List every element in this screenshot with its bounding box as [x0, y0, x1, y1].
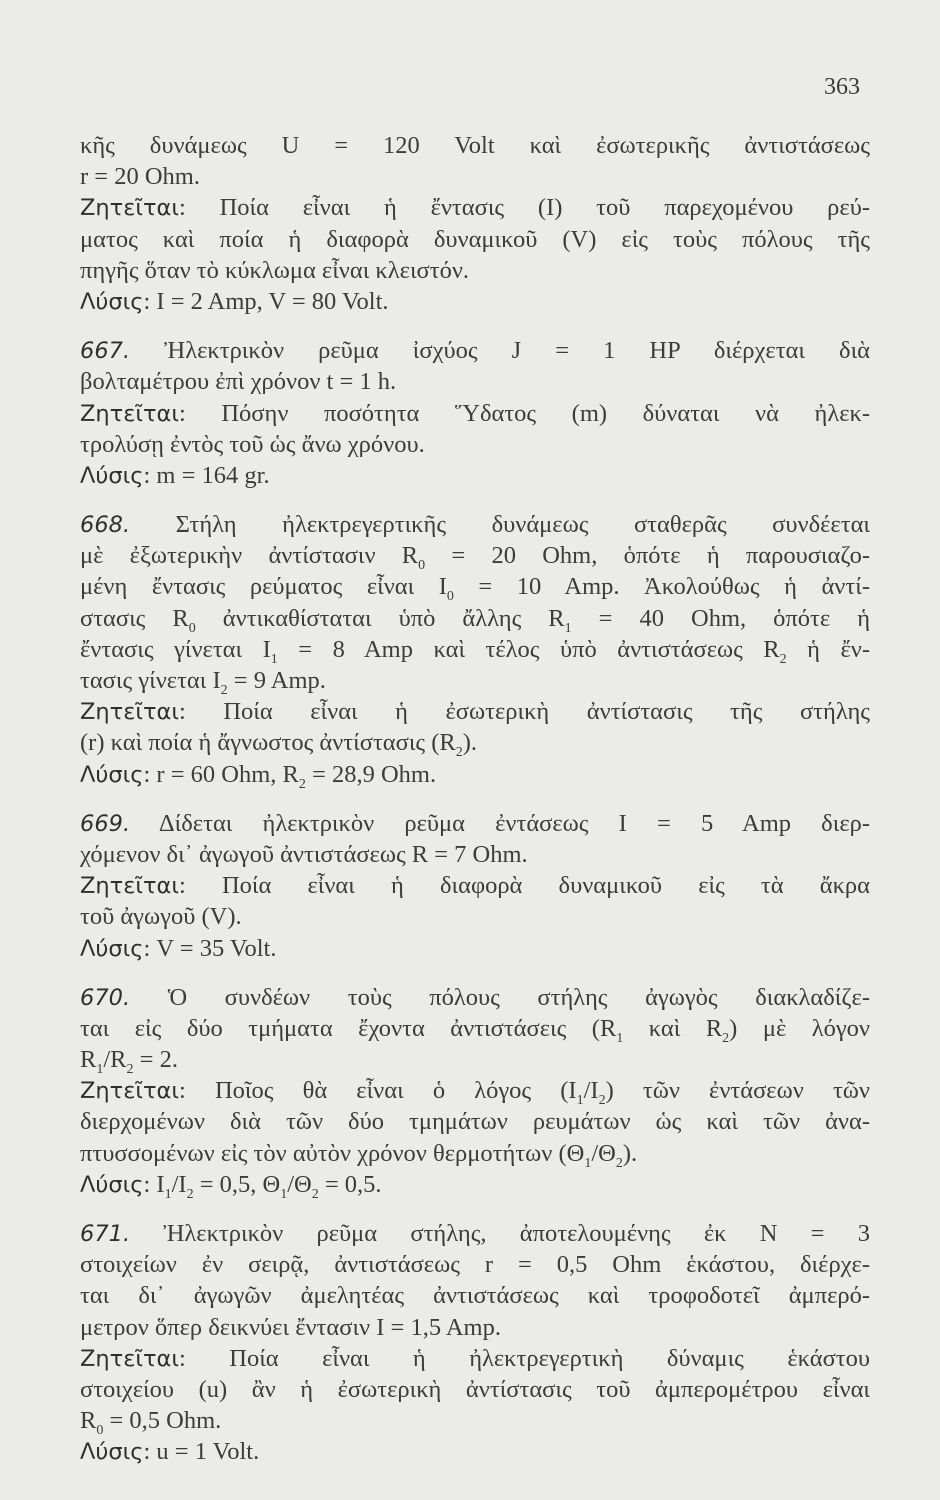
lysis-label: Λύσις [80, 761, 144, 788]
problem-number-667: 667. [80, 338, 131, 365]
problem-number-670: 670. [80, 984, 131, 1011]
problem-number-671: 671. [80, 1221, 131, 1247]
p668-line-2: μὲ ἐξωτερικὴν ἀντίστασιν $R_0 = 20$ Ohm, ὁπότε ἡ παρουσιαζο- [80, 542, 870, 574]
zitite-label: Ζητεῖται [80, 400, 179, 427]
problem-number-668: 668. [80, 512, 131, 539]
p668-question-line-2: (r) καὶ ποία ἡ ἄγνωστος ἀντίστασις $(R_2)$. [80, 729, 478, 761]
zitite-label: Ζητεῖται [80, 1345, 179, 1372]
p669-line-1: 669. Δίδεται ἠλεκτρικὸν ρεῦμα ἐντάσεως I = 5 Amp διερ- [80, 809, 870, 837]
zitite-label: Ζητεῖται [80, 195, 179, 222]
zitite-label: Ζητεῖται [80, 699, 179, 726]
p668-line-1: 668. Στήλη ἠλεκτρεγερτικῆς δυνάμεως σταθερᾶς συνδέεται [80, 511, 870, 539]
p668-line-6: τασις γίνεται $I_2 = 9$ Amp. [80, 667, 326, 698]
p669-question-line-2: τοῦ ἀγωγοῦ (V). [80, 903, 242, 931]
zitite-label: Ζητεῖται [80, 1078, 179, 1105]
p667-line-1: 667. Ἠλεκτρικὸν ρεῦμα ἰσχύος J = 1 HP διέρχεται διὰ [80, 337, 870, 365]
p670-question-line-3: πτυσσομένων εἰς τὸν αὐτὸν χρόνον θερμοτήτων $(\Theta_1/\Theta_2)$. [80, 1139, 638, 1171]
page-text [80, 130, 870, 1468]
p671-question-line-2: στοιχείου (u) ἂν ἡ ἐσωτερικὴ ἀντίστασις τοῦ ἀμπερομέτρου εἶναι [80, 1375, 870, 1403]
p671-line-2: στοιχείων ἐν σειρᾷ, ἀντιστάσεως r = 0,5 Ohm ἑκάστου, διέρχε- [80, 1251, 870, 1279]
p671-question-line-3: $R_0 = 0,5$ Ohm. [80, 1407, 222, 1439]
zitite-label: Ζητεῖται [80, 873, 179, 900]
p667-line-2: βολταμέτρου ἐπὶ χρόνον t = 1 h. [80, 368, 397, 396]
p670-line-3: $R_1/R_2 = 2$. [80, 1046, 178, 1077]
p669-solution: Λύσις: V = 35 Volt. [80, 934, 277, 962]
p666-line-1: κῆς δυνάμεως U = 120 Volt καὶ ἐσωτερικῆς ἀντιστάσεως [80, 132, 870, 159]
p667-solution: Λύσις: m = 164 gr. [80, 461, 270, 489]
p666-line-2: r = 20 Ohm. [80, 163, 200, 191]
p671-question-line-1: Ζητεῖται: Ποία εἶναι ἡ ἠλεκτρεγερτικὴ δύναμις ἑκάστου [80, 1344, 870, 1372]
p666-question-line-1: Ζητεῖται: Ποία εἶναι ἡ ἔντασις (I) τοῦ παρεχομένου ρεύ- [80, 194, 870, 222]
p670-line-2: ται εἰς δύο τμήματα ἔχοντα ἀντιστάσεις ($R_1$ καὶ $R_2$) μὲ λόγον [80, 1014, 871, 1046]
p671-line-3: ται δι᾿ ἀγωγῶν ἀμελητέας ἀντιστάσεως καὶ τροφοδοτεῖ ἀμπερό- [80, 1282, 870, 1310]
p670-question-line-1: Ζητεῖται: Ποῖος θὰ εἶναι ὁ λόγος $(I_1/I_2)$ τῶν ἐντάσεων τῶν [80, 1077, 870, 1109]
p667-question-line-2: τρολύσῃ ἐντὸς τοῦ ὡς ἄνω χρόνου. [80, 430, 425, 458]
problem-number-669: 669. [80, 810, 131, 837]
lysis-label: Λύσις [80, 935, 144, 962]
p671-line-1: 671. Ἠλεκτρικὸν ρεῦμα στήλης, ἀποτελουμένης ἐκ N = 3 [80, 1220, 870, 1247]
p668-line-3: μένη ἔντασις ρεύματος εἶναι $I_0 = 10$ Amp. Ἀκολούθως ἡ ἀντί- [80, 573, 870, 605]
lysis-label: Λύσις [80, 462, 144, 489]
p671-line-4: μετρον ὅπερ δεικνύει ἔντασιν I = 1,5 Amp. [80, 1313, 501, 1341]
p668-solution: Λύσις: r = 60 Ohm, $R_2 = 28,9$ Ohm. [80, 760, 437, 792]
p670-line-1: 670. Ὁ συνδέων τοὺς πόλους στήλης ἀγωγὸς διακλαδίζε- [80, 983, 870, 1011]
p668-question-line-1: Ζητεῖται: Ποία εἶναι ἡ ἐσωτερικὴ ἀντίστασις τῆς στήλης [80, 698, 870, 726]
lysis-label: Λύσις [80, 288, 144, 315]
p670-question-line-2: διερχομένων διὰ τῶν δύο τμημάτων ρευμάτων ὡς καὶ τῶν ἀνα- [80, 1108, 870, 1136]
p668-line-4: στασις $R_0$ ἀντικαθίσταται ὑπὸ ἄλλης $R_1 = 40$ Ohm, ὁπότε ἡ [80, 604, 870, 636]
lysis-label: Λύσις [80, 1171, 144, 1198]
p668-line-5: ἔντασις γίνεται $I_1 = 8$ Amp καὶ τέλος ὑπὸ ἀντιστάσεως $R_2$ ἡ ἔν- [80, 635, 870, 667]
p666-solution: Λύσις: I = 2 Amp, V = 80 Volt. [80, 287, 389, 315]
p667-question-line-1: Ζητεῖται: Πόσην ποσότητα Ὕδατος (m) δύναται νὰ ἠλεκ- [80, 399, 870, 427]
p670-solution: Λύσις: $I_1/I_2 = 0,5$, $\Theta_1/\Theta_2 = 0,5$. [80, 1170, 382, 1202]
p666-question-line-2: ματος καὶ ποία ἡ διαφορὰ δυναμικοῦ (V) εἰς τοὺς πόλους τῆς [80, 225, 870, 253]
p666-question-line-3: πηγῆς ὅταν τὸ κύκλωμα εἶναι κλειστόν. [80, 256, 470, 284]
page-number: 363 [824, 74, 860, 100]
p671-solution: Λύσις: u = 1 Volt. [80, 1438, 260, 1466]
lysis-label: Λύσις [80, 1439, 144, 1466]
p669-question-line-1: Ζητεῖται: Ποία εἶναι ἡ διαφορὰ δυναμικοῦ εἰς τὰ ἄκρα [80, 872, 870, 900]
p669-line-2: χόμενον δι᾿ ἀγωγοῦ ἀντιστάσεως R = 7 Ohm. [80, 840, 528, 868]
